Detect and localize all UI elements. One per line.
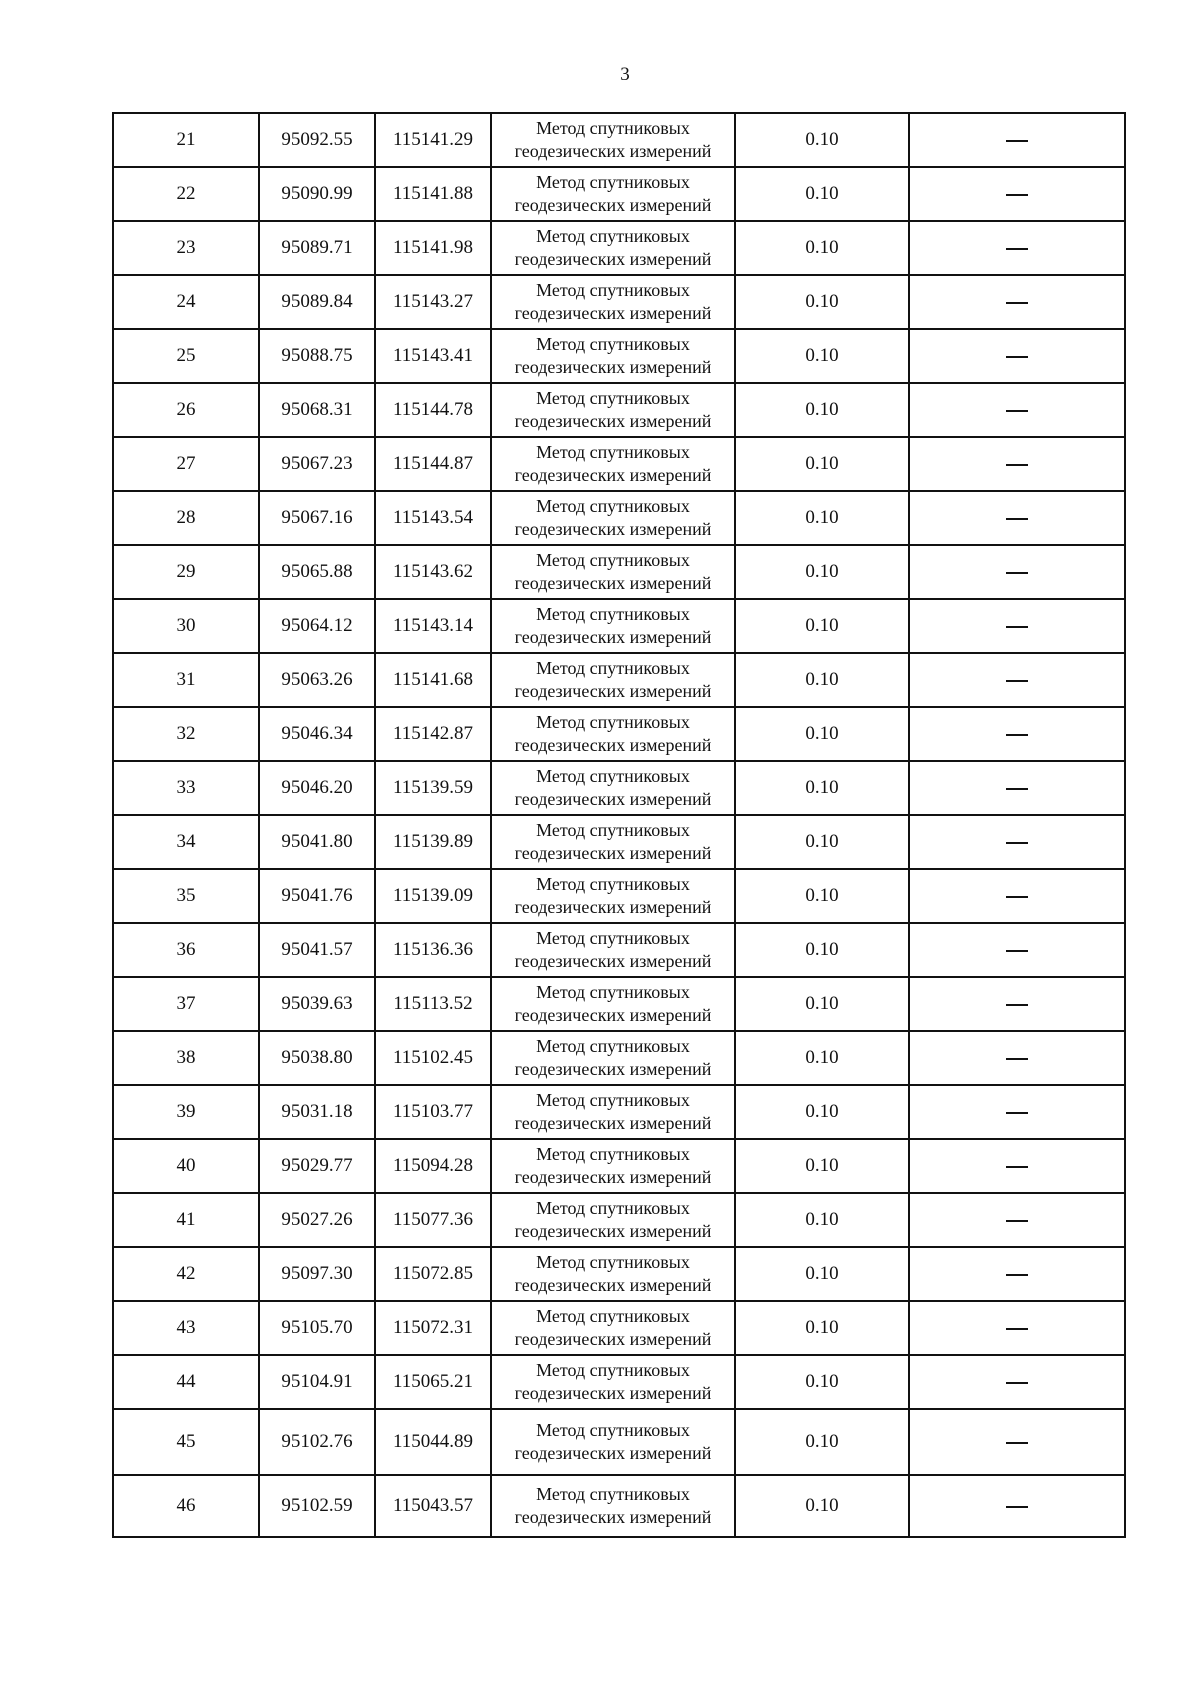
table-row — [113, 437, 1125, 491]
description-cell — [909, 1409, 1125, 1475]
method-line-1: Метод спутниковых — [536, 388, 690, 408]
table-row — [113, 491, 1125, 545]
accuracy-cell: 0.10 — [735, 1085, 909, 1139]
table-row — [113, 329, 1125, 383]
description-cell — [909, 1247, 1125, 1301]
y-coordinate-cell: 115141.68 — [375, 653, 491, 707]
point-number-cell: 30 — [113, 599, 259, 653]
accuracy-cell: 0.10 — [735, 491, 909, 545]
y-coordinate-cell: 115072.85 — [375, 1247, 491, 1301]
description-cell — [909, 1031, 1125, 1085]
accuracy-cell: 0.10 — [735, 707, 909, 761]
accuracy-cell: 0.10 — [735, 113, 909, 167]
method-line-2: геодезических измерений — [514, 897, 712, 917]
accuracy-cell: 0.10 — [735, 1031, 909, 1085]
point-number-cell: 34 — [113, 815, 259, 869]
method-line-1: Метод спутниковых — [536, 226, 690, 246]
table-row — [113, 221, 1125, 275]
x-coordinate-cell: 95092.55 — [259, 113, 375, 167]
dash-mark — [1006, 518, 1028, 520]
accuracy-cell: 0.10 — [735, 1247, 909, 1301]
x-coordinate-cell: 95046.34 — [259, 707, 375, 761]
point-number-cell: 42 — [113, 1247, 259, 1301]
method-cell — [491, 761, 735, 815]
point-number-cell: 41 — [113, 1193, 259, 1247]
accuracy-cell: 0.10 — [735, 1475, 909, 1537]
method-line-1: Метод спутниковых — [536, 712, 690, 732]
table-row — [113, 275, 1125, 329]
point-number-cell: 39 — [113, 1085, 259, 1139]
dash-mark — [1006, 734, 1028, 736]
y-coordinate-cell: 115143.54 — [375, 491, 491, 545]
point-number-cell: 44 — [113, 1355, 259, 1409]
method-cell — [491, 167, 735, 221]
table-row — [113, 1193, 1125, 1247]
dash-mark — [1006, 572, 1028, 574]
point-number-cell: 37 — [113, 977, 259, 1031]
x-coordinate-cell: 95088.75 — [259, 329, 375, 383]
accuracy-cell: 0.10 — [735, 221, 909, 275]
table-row — [113, 923, 1125, 977]
method-line-2: геодезических измерений — [514, 1059, 712, 1079]
point-number-cell: 27 — [113, 437, 259, 491]
y-coordinate-cell: 115141.88 — [375, 167, 491, 221]
table-row — [113, 761, 1125, 815]
method-line-2: геодезических измерений — [514, 519, 712, 539]
table-row — [113, 545, 1125, 599]
accuracy-cell: 0.10 — [735, 383, 909, 437]
x-coordinate-cell: 95068.31 — [259, 383, 375, 437]
x-coordinate-cell: 95064.12 — [259, 599, 375, 653]
accuracy-cell: 0.10 — [735, 869, 909, 923]
method-line-1: Метод спутниковых — [536, 442, 690, 462]
method-line-2: геодезических измерений — [514, 411, 712, 431]
description-cell — [909, 1355, 1125, 1409]
method-line-1: Метод спутниковых — [536, 1420, 690, 1440]
dash-mark — [1006, 410, 1028, 412]
method-cell — [491, 923, 735, 977]
x-coordinate-cell: 95039.63 — [259, 977, 375, 1031]
accuracy-cell: 0.10 — [735, 167, 909, 221]
method-cell — [491, 1031, 735, 1085]
accuracy-cell: 0.10 — [735, 437, 909, 491]
y-coordinate-cell: 115136.36 — [375, 923, 491, 977]
page-number: 3 — [620, 64, 630, 85]
description-cell — [909, 869, 1125, 923]
x-coordinate-cell: 95041.80 — [259, 815, 375, 869]
x-coordinate-cell: 95031.18 — [259, 1085, 375, 1139]
accuracy-cell: 0.10 — [735, 1139, 909, 1193]
method-line-1: Метод спутниковых — [536, 496, 690, 516]
method-line-2: геодезических измерений — [514, 843, 712, 863]
x-coordinate-cell: 95089.71 — [259, 221, 375, 275]
y-coordinate-cell: 115139.59 — [375, 761, 491, 815]
point-number-cell: 38 — [113, 1031, 259, 1085]
method-line-2: геодезических измерений — [514, 1113, 712, 1133]
y-coordinate-cell: 115043.57 — [375, 1475, 491, 1537]
dash-mark — [1006, 464, 1028, 466]
method-cell — [491, 383, 735, 437]
table-row — [113, 815, 1125, 869]
dash-mark — [1006, 1058, 1028, 1060]
y-coordinate-cell: 115141.29 — [375, 113, 491, 167]
y-coordinate-cell: 115141.98 — [375, 221, 491, 275]
method-cell — [491, 1193, 735, 1247]
point-number-cell: 35 — [113, 869, 259, 923]
coordinates-table — [112, 112, 1126, 1538]
dash-mark — [1006, 626, 1028, 628]
dash-mark — [1006, 248, 1028, 250]
accuracy-cell: 0.10 — [735, 977, 909, 1031]
point-number-cell: 31 — [113, 653, 259, 707]
x-coordinate-cell: 95046.20 — [259, 761, 375, 815]
table-row — [113, 653, 1125, 707]
point-number-cell: 25 — [113, 329, 259, 383]
y-coordinate-cell: 115143.14 — [375, 599, 491, 653]
method-line-2: геодезических измерений — [514, 1443, 712, 1463]
accuracy-cell: 0.10 — [735, 545, 909, 599]
method-cell — [491, 653, 735, 707]
dash-mark — [1006, 1166, 1028, 1168]
accuracy-cell: 0.10 — [735, 599, 909, 653]
dash-mark — [1006, 788, 1028, 790]
accuracy-cell: 0.10 — [735, 275, 909, 329]
description-cell — [909, 815, 1125, 869]
method-line-1: Метод спутниковых — [536, 334, 690, 354]
table-row — [113, 167, 1125, 221]
x-coordinate-cell: 95029.77 — [259, 1139, 375, 1193]
table-row — [113, 1409, 1125, 1475]
method-line-2: геодезических измерений — [514, 1507, 712, 1527]
point-number-cell: 32 — [113, 707, 259, 761]
method-line-2: геодезических измерений — [514, 1221, 712, 1241]
dash-mark — [1006, 140, 1028, 142]
dash-mark — [1006, 302, 1028, 304]
point-number-cell: 29 — [113, 545, 259, 599]
table-row — [113, 1355, 1125, 1409]
method-line-1: Метод спутниковых — [536, 1144, 690, 1164]
description-cell — [909, 1139, 1125, 1193]
description-cell — [909, 1475, 1125, 1537]
method-cell — [491, 1355, 735, 1409]
description-cell — [909, 977, 1125, 1031]
method-line-1: Метод спутниковых — [536, 766, 690, 786]
point-number-cell: 46 — [113, 1475, 259, 1537]
dash-mark — [1006, 950, 1028, 952]
x-coordinate-cell: 95038.80 — [259, 1031, 375, 1085]
description-cell — [909, 113, 1125, 167]
method-line-1: Метод спутниковых — [536, 874, 690, 894]
method-line-2: геодезических измерений — [514, 357, 712, 377]
dash-mark — [1006, 1506, 1028, 1508]
method-line-1: Метод спутниковых — [536, 604, 690, 624]
dash-mark — [1006, 1112, 1028, 1114]
description-cell — [909, 707, 1125, 761]
point-number-cell: 22 — [113, 167, 259, 221]
method-cell — [491, 1085, 735, 1139]
y-coordinate-cell: 115144.87 — [375, 437, 491, 491]
accuracy-cell: 0.10 — [735, 1301, 909, 1355]
y-coordinate-cell: 115143.41 — [375, 329, 491, 383]
point-number-cell: 40 — [113, 1139, 259, 1193]
x-coordinate-cell: 95041.76 — [259, 869, 375, 923]
description-cell — [909, 545, 1125, 599]
y-coordinate-cell: 115102.45 — [375, 1031, 491, 1085]
dash-mark — [1006, 194, 1028, 196]
dash-mark — [1006, 680, 1028, 682]
x-coordinate-cell: 95097.30 — [259, 1247, 375, 1301]
accuracy-cell: 0.10 — [735, 923, 909, 977]
method-cell — [491, 329, 735, 383]
method-cell — [491, 869, 735, 923]
description-cell — [909, 1193, 1125, 1247]
dash-mark — [1006, 842, 1028, 844]
dash-mark — [1006, 1328, 1028, 1330]
method-cell — [491, 437, 735, 491]
method-cell — [491, 1139, 735, 1193]
method-line-1: Метод спутниковых — [536, 1252, 690, 1272]
method-line-2: геодезических измерений — [514, 249, 712, 269]
method-cell — [491, 1301, 735, 1355]
table-row — [113, 599, 1125, 653]
method-line-1: Метод спутниковых — [536, 1198, 690, 1218]
description-cell — [909, 761, 1125, 815]
point-number-cell: 24 — [113, 275, 259, 329]
description-cell — [909, 1301, 1125, 1355]
method-line-1: Метод спутниковых — [536, 820, 690, 840]
x-coordinate-cell: 95041.57 — [259, 923, 375, 977]
dash-mark — [1006, 1004, 1028, 1006]
method-line-2: геодезических измерений — [514, 951, 712, 971]
method-cell — [491, 1475, 735, 1537]
dash-mark — [1006, 1382, 1028, 1384]
method-line-1: Метод спутниковых — [536, 982, 690, 1002]
accuracy-cell: 0.10 — [735, 815, 909, 869]
y-coordinate-cell: 115143.27 — [375, 275, 491, 329]
method-cell — [491, 491, 735, 545]
x-coordinate-cell: 95067.23 — [259, 437, 375, 491]
y-coordinate-cell: 115094.28 — [375, 1139, 491, 1193]
table-row — [113, 1247, 1125, 1301]
method-line-2: геодезических измерений — [514, 1383, 712, 1403]
accuracy-cell: 0.10 — [735, 329, 909, 383]
method-line-1: Метод спутниковых — [536, 928, 690, 948]
y-coordinate-cell: 115139.89 — [375, 815, 491, 869]
dash-mark — [1006, 356, 1028, 358]
x-coordinate-cell: 95065.88 — [259, 545, 375, 599]
method-line-2: геодезических измерений — [514, 1167, 712, 1187]
method-line-1: Метод спутниковых — [536, 1036, 690, 1056]
y-coordinate-cell: 115142.87 — [375, 707, 491, 761]
dash-mark — [1006, 896, 1028, 898]
description-cell — [909, 923, 1125, 977]
description-cell — [909, 221, 1125, 275]
point-number-cell: 26 — [113, 383, 259, 437]
method-cell — [491, 113, 735, 167]
method-cell — [491, 221, 735, 275]
point-number-cell: 23 — [113, 221, 259, 275]
method-line-1: Метод спутниковых — [536, 1306, 690, 1326]
x-coordinate-cell: 95089.84 — [259, 275, 375, 329]
point-number-cell: 43 — [113, 1301, 259, 1355]
method-cell — [491, 599, 735, 653]
point-number-cell: 28 — [113, 491, 259, 545]
description-cell — [909, 167, 1125, 221]
method-line-2: геодезических измерений — [514, 627, 712, 647]
method-line-2: геодезических измерений — [514, 141, 712, 161]
method-cell — [491, 1409, 735, 1475]
description-cell — [909, 275, 1125, 329]
x-coordinate-cell: 95090.99 — [259, 167, 375, 221]
y-coordinate-cell: 115113.52 — [375, 977, 491, 1031]
dash-mark — [1006, 1442, 1028, 1444]
point-number-cell: 33 — [113, 761, 259, 815]
table-row — [113, 977, 1125, 1031]
x-coordinate-cell: 95027.26 — [259, 1193, 375, 1247]
table-row — [113, 1085, 1125, 1139]
table-row — [113, 1139, 1125, 1193]
y-coordinate-cell: 115044.89 — [375, 1409, 491, 1475]
method-cell — [491, 275, 735, 329]
accuracy-cell: 0.10 — [735, 1193, 909, 1247]
accuracy-cell: 0.10 — [735, 1409, 909, 1475]
method-line-2: геодезических измерений — [514, 303, 712, 323]
table-row — [113, 1301, 1125, 1355]
x-coordinate-cell: 95067.16 — [259, 491, 375, 545]
method-line-1: Метод спутниковых — [536, 118, 690, 138]
description-cell — [909, 1085, 1125, 1139]
method-cell — [491, 707, 735, 761]
method-line-1: Метод спутниковых — [536, 172, 690, 192]
description-cell — [909, 491, 1125, 545]
method-line-2: геодезических измерений — [514, 789, 712, 809]
method-line-2: геодезических измерений — [514, 681, 712, 701]
method-line-2: геодезических измерений — [514, 195, 712, 215]
y-coordinate-cell: 115065.21 — [375, 1355, 491, 1409]
y-coordinate-cell: 115143.62 — [375, 545, 491, 599]
description-cell — [909, 329, 1125, 383]
method-line-2: геодезических измерений — [514, 465, 712, 485]
x-coordinate-cell: 95102.76 — [259, 1409, 375, 1475]
x-coordinate-cell: 95063.26 — [259, 653, 375, 707]
point-number-cell: 21 — [113, 113, 259, 167]
method-line-1: Метод спутниковых — [536, 658, 690, 678]
method-line-2: геодезических измерений — [514, 735, 712, 755]
method-cell — [491, 1247, 735, 1301]
method-line-2: геодезических измерений — [514, 1329, 712, 1349]
y-coordinate-cell: 115139.09 — [375, 869, 491, 923]
method-line-1: Метод спутниковых — [536, 1484, 690, 1504]
y-coordinate-cell: 115072.31 — [375, 1301, 491, 1355]
table-body — [113, 113, 1125, 1537]
description-cell — [909, 599, 1125, 653]
method-cell — [491, 545, 735, 599]
dash-mark — [1006, 1274, 1028, 1276]
table-row — [113, 1475, 1125, 1537]
table-row — [113, 383, 1125, 437]
description-cell — [909, 653, 1125, 707]
table-row — [113, 869, 1125, 923]
y-coordinate-cell: 115077.36 — [375, 1193, 491, 1247]
method-cell — [491, 815, 735, 869]
description-cell — [909, 437, 1125, 491]
table-row — [113, 113, 1125, 167]
table-row — [113, 707, 1125, 761]
table-row — [113, 1031, 1125, 1085]
x-coordinate-cell: 95104.91 — [259, 1355, 375, 1409]
dash-mark — [1006, 1220, 1028, 1222]
accuracy-cell: 0.10 — [735, 1355, 909, 1409]
method-cell — [491, 977, 735, 1031]
point-number-cell: 45 — [113, 1409, 259, 1475]
x-coordinate-cell: 95105.70 — [259, 1301, 375, 1355]
accuracy-cell: 0.10 — [735, 761, 909, 815]
method-line-2: геодезических измерений — [514, 1275, 712, 1295]
accuracy-cell: 0.10 — [735, 653, 909, 707]
y-coordinate-cell: 115144.78 — [375, 383, 491, 437]
x-coordinate-cell: 95102.59 — [259, 1475, 375, 1537]
method-line-2: геодезических измерений — [514, 1005, 712, 1025]
method-line-1: Метод спутниковых — [536, 1360, 690, 1380]
point-number-cell: 36 — [113, 923, 259, 977]
method-line-1: Метод спутниковых — [536, 1090, 690, 1110]
y-coordinate-cell: 115103.77 — [375, 1085, 491, 1139]
method-line-1: Метод спутниковых — [536, 280, 690, 300]
description-cell — [909, 383, 1125, 437]
method-line-2: геодезических измерений — [514, 573, 712, 593]
method-line-1: Метод спутниковых — [536, 550, 690, 570]
